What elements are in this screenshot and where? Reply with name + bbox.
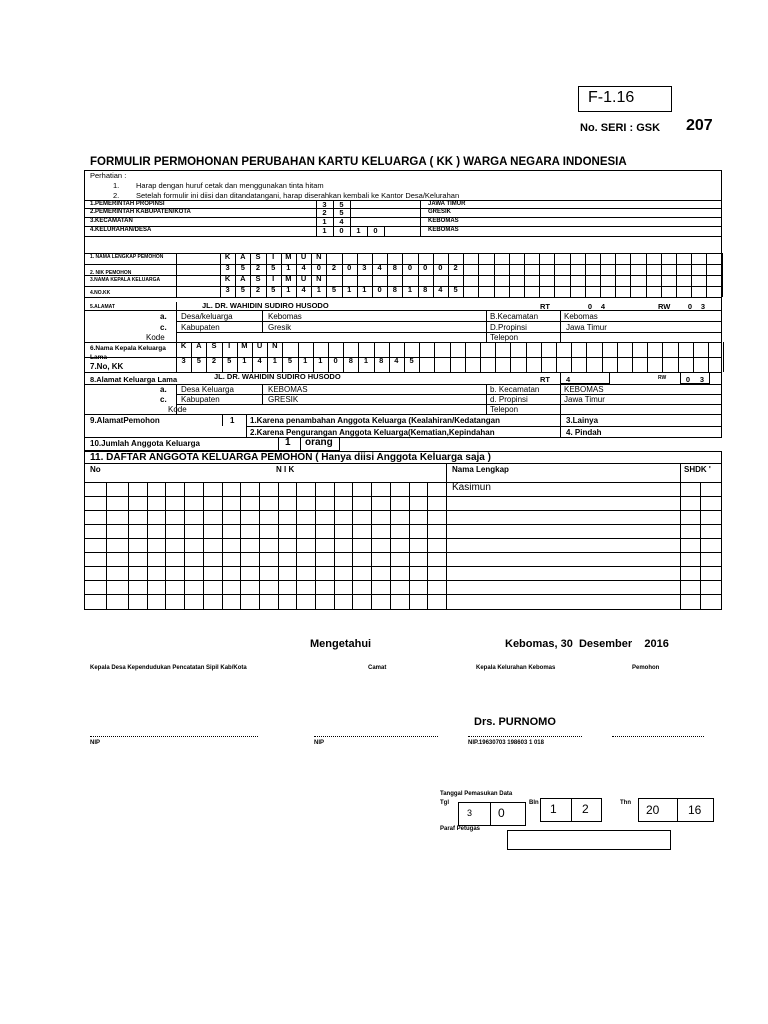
form-code: F-1.16 <box>588 89 635 106</box>
region-kabupaten-code-2: 5 <box>339 208 344 217</box>
divider <box>84 236 722 237</box>
divider <box>84 200 722 201</box>
old-kk-label: 7.No, KK <box>90 362 124 371</box>
old-rt-value: 4 <box>566 375 571 384</box>
old-head-r1-char: U <box>256 341 263 350</box>
old-addr-telp-label: Telepon <box>490 405 519 414</box>
members-table <box>84 451 722 610</box>
applicant-r4-char: 8 <box>423 285 428 294</box>
divider <box>420 200 421 236</box>
divider <box>176 302 177 310</box>
applicant-r2-char: 2 <box>453 263 458 272</box>
divider <box>509 253 510 297</box>
applicant-nik-label: 2. NIK PEMOHON <box>90 270 132 276</box>
applicant-r2-char: 0 <box>316 263 321 272</box>
applicant-r4-char: 1 <box>347 285 352 294</box>
reason-option-1[interactable]: 1.Karena penambahan Anggota Keluarga (Kealahiran/Kedatangan <box>250 416 500 425</box>
applicant-r4-char: 3 <box>225 285 230 294</box>
applicant-r2-char: 5 <box>240 263 245 272</box>
table-row <box>84 496 722 497</box>
address-value: JL. DR. WAHIDIN SUDIRO HUSODO <box>202 301 329 310</box>
region-kelurahan-code-2: 0 <box>339 226 344 235</box>
divider <box>84 414 722 415</box>
divider <box>419 342 420 372</box>
table-row <box>84 482 722 483</box>
member-name-1: Kasimun <box>452 482 491 493</box>
members-header-name: Nama Lengkap <box>452 465 509 474</box>
region-kelurahan-label: 4.KELURAHAN/DESA <box>90 227 152 233</box>
rw-label: RW <box>658 302 671 311</box>
old-addr-kode-label: Kode <box>168 405 187 414</box>
old-head-r2-char: 4 <box>257 356 262 365</box>
applicant-r2-char: 2 <box>331 263 337 272</box>
old-head-r2-char: 8 <box>348 356 353 365</box>
old-head-r2-char: 0 <box>333 356 338 365</box>
divider <box>615 253 616 297</box>
addr-kab-label: Kabupaten <box>181 323 220 332</box>
addr-kab-value: Gresik <box>268 323 292 332</box>
divider <box>700 482 701 610</box>
members-header-shdk: SHDK ' <box>684 465 711 474</box>
applicant-r3-char: I <box>272 274 275 283</box>
applicant-r1-char: U <box>300 252 307 261</box>
divider <box>371 482 372 610</box>
old-addr-kec-value: KEBOMAS <box>564 385 604 394</box>
divider <box>176 332 722 333</box>
divider <box>526 342 527 372</box>
old-head-r1-char: M <box>241 341 248 350</box>
old-head-r2-char: 4 <box>394 356 399 365</box>
old-head-r2-char: 1 <box>318 356 323 365</box>
region-kelurahan-code-1: 1 <box>322 226 327 235</box>
region-propinsi-code-1: 3 <box>322 200 327 209</box>
divider <box>176 404 722 405</box>
addr-kec-value: Kebomas <box>564 312 598 321</box>
applicant-r3-char: S <box>255 274 261 283</box>
applicant-r4-char: 1 <box>407 285 413 294</box>
applicant-r4-char: 5 <box>453 285 458 294</box>
divider <box>84 217 722 218</box>
divider <box>84 463 722 464</box>
kk-label: 4.NO.KK <box>90 290 111 296</box>
note-1-text: Harap dengan huruf cetak dan menggunakan tinta hitam <box>136 181 324 190</box>
divider <box>680 463 681 610</box>
applicant-r1-char: N <box>316 252 322 261</box>
divider <box>84 372 722 373</box>
divider <box>222 482 223 610</box>
old-head-r2-char: 3 <box>181 356 186 365</box>
applicant-r4-char: 0 <box>377 285 382 294</box>
divider <box>554 253 555 297</box>
applicant-r3-char: U <box>300 274 307 283</box>
old-head-r2-char: 5 <box>196 356 201 365</box>
applicant-r2-char: 3 <box>362 263 367 272</box>
role-kepala-desa: Kepala Desa Kependudukan Pencatatan Sipil Kab/Kota <box>90 665 247 671</box>
old-rt-box <box>560 372 610 384</box>
divider <box>510 342 511 372</box>
table-row <box>84 552 722 553</box>
role-kepala-kelurahan: Kepala Kelurahan Kebomas <box>476 665 556 671</box>
divider <box>647 342 648 372</box>
applicant-r1-char: S <box>255 252 261 261</box>
applicant-r4-char: 5 <box>271 285 276 294</box>
applicant-r2-char: 2 <box>255 263 261 272</box>
divider <box>600 253 601 297</box>
old-head-r2-char: 2 <box>211 356 217 365</box>
old-addr-prop-label: d. Propinsi <box>490 395 528 404</box>
old-addr-kab-label: Kabupaten <box>181 395 220 404</box>
old-addr-c-label: c. <box>160 395 167 404</box>
addr-a-label: a. <box>160 312 167 321</box>
divider <box>315 482 316 610</box>
reason-selected: 1 <box>230 416 235 425</box>
divider <box>693 342 694 372</box>
old-address-label: 8.Alamat Keluarga Lama <box>90 375 178 384</box>
divider <box>296 482 297 610</box>
divider <box>240 482 241 610</box>
old-head-r1-char: N <box>272 341 278 350</box>
divider <box>450 342 451 372</box>
divider <box>176 394 722 395</box>
entry-year-1: 20 <box>646 803 660 817</box>
entry-tgl-label: Tgl <box>440 800 449 806</box>
mengetahui: Mengetahui <box>310 638 372 650</box>
divider <box>128 482 129 610</box>
official-nip: NIP.19630703 198603 1 018 <box>468 740 544 746</box>
region-kelurahan-value: KEBOMAS <box>428 227 459 233</box>
divider <box>165 482 166 610</box>
region-kelurahan-code-3: 1 <box>356 226 361 235</box>
divider <box>586 342 587 372</box>
applicant-r2-char: 3 <box>225 263 230 272</box>
divider <box>585 253 586 297</box>
reason-option-2[interactable]: 2.Karena Pengurangan Anggota Keluarga(Kematian,Kepindahan <box>250 428 495 437</box>
divider <box>490 802 491 826</box>
members-header-nik: N I K <box>276 465 295 474</box>
region-kelurahan-code-4: 0 <box>373 226 378 235</box>
divider <box>617 342 618 372</box>
divider <box>300 437 301 451</box>
members-count-value: 1 <box>285 437 291 448</box>
applicant-r2-char: 1 <box>286 263 291 272</box>
divider <box>706 253 707 297</box>
old-rw-box <box>680 372 710 384</box>
old-addr-kec-label: b. Kecamatan <box>490 385 540 394</box>
entry-paraf-label: Paraf Petugas <box>440 826 481 832</box>
entry-heading: Tanggal Pemasukan Data <box>440 791 513 797</box>
entry-month-1: 1 <box>550 802 557 816</box>
old-addr-prop-value: Jawa Timur <box>564 395 605 404</box>
divider <box>560 384 561 414</box>
form-title: FORMULIR PERMOHONAN PERUBAHAN KARTU KELUARGA ( KK ) WARGA NEGARA INDONESIA <box>90 156 627 168</box>
old-head-r1-char: K <box>180 341 187 350</box>
divider <box>571 798 572 822</box>
divider <box>84 310 722 311</box>
region-kabupaten-value: GRESIK <box>428 209 452 215</box>
paraf-box[interactable] <box>507 830 671 850</box>
divider <box>246 426 722 427</box>
divider <box>465 342 466 372</box>
members-header-no: No <box>90 465 101 474</box>
members-title: 11. DAFTAR ANGGOTA KELUARGA PEMOHON ( Hanya diisi Anggota Keluarga saja ) <box>90 452 491 463</box>
place-date: Kebomas, 30 Desember 2016 <box>505 638 669 650</box>
divider <box>560 414 561 438</box>
divider <box>571 342 572 372</box>
divider <box>722 253 723 297</box>
divider <box>691 253 692 297</box>
notes-heading: Perhatian : <box>90 171 127 180</box>
rw-digit-1: 0 <box>687 302 693 311</box>
divider <box>541 342 542 372</box>
applicant-r4-char: 1 <box>316 285 321 294</box>
region-propinsi-value: JAWA TIMUR <box>428 201 466 207</box>
divider <box>106 482 107 610</box>
applicant-r4-char: 4 <box>438 285 443 294</box>
old-addr-kab-value: GRESIK <box>268 395 299 404</box>
rw-digit-2: 3 <box>700 302 706 311</box>
reason-option-3[interactable]: 3.Lainya <box>566 416 599 425</box>
divider <box>677 798 678 822</box>
reason-option-4[interactable]: 4. Pindah <box>566 428 602 437</box>
divider <box>176 321 722 322</box>
divider <box>222 414 223 426</box>
divider <box>334 482 335 610</box>
divider <box>646 253 647 297</box>
applicant-r4-char: 2 <box>255 285 261 294</box>
divider <box>539 253 540 297</box>
divider <box>676 253 677 297</box>
divider <box>463 253 464 297</box>
entry-bln-label: Bln <box>529 800 539 806</box>
head-name-label: 3.NAMA KEPALA KELUARGA <box>90 277 161 283</box>
members-count-unit: orang <box>305 437 333 448</box>
old-head-r2-char: 1 <box>363 356 369 365</box>
applicant-r1-char: K <box>224 252 231 261</box>
divider <box>278 482 279 610</box>
serial-number: 207 <box>686 117 713 134</box>
old-head-r1-char: A <box>196 341 202 350</box>
region-kecamatan-code-1: 1 <box>322 217 327 226</box>
addr-c-label: c. <box>160 323 167 332</box>
applicant-r3-char: N <box>316 274 322 283</box>
addr-desa-label: Desa/keluarga <box>181 312 233 321</box>
divider <box>486 384 487 414</box>
divider <box>708 342 709 372</box>
region-kecamatan-label: 3.KECAMATAN <box>90 218 133 224</box>
rt-digit-2: 4 <box>600 302 606 311</box>
applicant-r4-char: 8 <box>392 285 397 294</box>
region-kabupaten-label: 2.PEMERINTAH KABUPATEN/KOTA <box>90 209 191 215</box>
divider <box>630 253 631 297</box>
entry-year-2: 16 <box>688 803 702 817</box>
region-propinsi-label: 1.PEMERINTAH PROPINSI <box>90 201 165 207</box>
applicant-r2-char: 5 <box>271 263 276 272</box>
applicant-r4-char: 1 <box>362 285 367 294</box>
table-row <box>84 580 722 581</box>
divider <box>352 482 353 610</box>
divider <box>84 226 722 227</box>
divider <box>84 384 722 385</box>
divider <box>427 482 428 610</box>
addr-kode-label: Kode <box>146 333 165 342</box>
divider <box>662 342 663 372</box>
old-rw-label: RW <box>658 375 667 381</box>
divider <box>480 342 481 372</box>
applicant-r1-char: I <box>272 252 275 261</box>
addr-kec-label: B.Kecamatan <box>490 312 539 321</box>
divider <box>602 342 603 372</box>
applicant-r2-char: 0 <box>407 263 413 272</box>
nip-label-2: NIP <box>314 740 325 746</box>
old-address-value: JL. DR. WAHIDIN SUDIRO HUSODO <box>214 372 341 381</box>
applicant-r3-char: M <box>285 274 292 283</box>
divider <box>278 437 279 451</box>
sign-line-4 <box>612 736 704 737</box>
applicant-r1-char: A <box>240 252 246 261</box>
addr-prop-value: Jawa Timur <box>566 323 607 332</box>
applicant-r2-char: 4 <box>301 263 306 272</box>
rt-digit-1: 0 <box>587 302 593 311</box>
serial-label: No. SERI : GSK <box>580 122 661 134</box>
divider <box>632 342 633 372</box>
applicant-r4-char: 5 <box>331 285 337 294</box>
entry-month-2: 2 <box>582 802 589 816</box>
note-1-num: 1. <box>113 181 120 190</box>
old-head-r2-char: 5 <box>287 356 293 365</box>
old-head-r2-char: 5 <box>227 356 232 365</box>
table-row <box>84 566 722 567</box>
divider <box>409 482 410 610</box>
divider <box>661 253 662 297</box>
region-propinsi-code-2: 5 <box>339 200 344 209</box>
reason-label: 9.AlamatPemohon <box>90 416 160 425</box>
applicant-r2-char: 4 <box>377 263 382 272</box>
official-name: Drs. PURNOMO <box>474 716 556 728</box>
divider <box>524 253 525 297</box>
divider <box>176 310 177 342</box>
sign-line-3 <box>468 736 582 737</box>
divider <box>259 482 260 610</box>
address-label: 5.ALAMAT <box>90 304 115 310</box>
divider <box>246 414 247 438</box>
addr-desa-value: Kebomas <box>268 312 302 321</box>
divider <box>84 297 722 298</box>
divider <box>176 253 177 297</box>
applicant-r4-char: 4 <box>301 285 306 294</box>
addr-telp-label: Telepon <box>490 333 519 342</box>
divider <box>560 310 561 342</box>
applicant-r2-char: 8 <box>392 263 397 272</box>
old-head-r2-char: 1 <box>242 356 247 365</box>
divider <box>570 253 571 297</box>
applicant-r1-char: M <box>285 252 292 261</box>
old-head-r1-char: I <box>228 341 231 350</box>
divider <box>678 342 679 372</box>
divider <box>262 384 263 404</box>
applicant-r3-char: K <box>224 274 231 283</box>
table-row <box>84 510 722 511</box>
table-row <box>84 538 722 539</box>
applicant-r2-char: 0 <box>438 263 443 272</box>
old-rw-digit-2: 3 <box>699 375 705 384</box>
divider <box>486 310 487 342</box>
old-rw-digit-1: 0 <box>685 375 691 384</box>
sign-line-2 <box>314 736 438 737</box>
old-addr-desa-value: KEBOMAS <box>268 385 308 394</box>
table-row <box>84 594 722 595</box>
region-kabupaten-code-1: 2 <box>322 208 327 217</box>
entry-day-2: 0 <box>498 806 505 820</box>
applicant-r4-char: 5 <box>240 285 245 294</box>
old-head-r2-char: 8 <box>379 356 384 365</box>
applicant-r4-char: 1 <box>286 285 291 294</box>
old-head-r2-char: 1 <box>272 356 277 365</box>
divider <box>723 342 724 372</box>
divider <box>384 226 385 236</box>
entry-thn-label: Thn <box>620 800 631 806</box>
divider <box>446 463 447 610</box>
note-2-text: Setelah formulir ini diisi dan ditandatangani, harap diserahkan kembali ke Kantor Desa/Kelurahan <box>136 191 460 200</box>
divider <box>494 253 495 297</box>
rt-label: RT <box>540 302 550 311</box>
divider <box>434 342 435 372</box>
nip-label-1: NIP <box>90 740 101 746</box>
applicant-r2-char: 0 <box>423 263 428 272</box>
applicant-name-label: 1. NAMA LENGKAP PEMOHON <box>90 254 164 260</box>
divider <box>147 482 148 610</box>
role-camat: Camat <box>368 665 387 671</box>
divider <box>184 482 185 610</box>
old-rt-label: RT <box>540 375 550 384</box>
sign-line-1 <box>90 736 258 737</box>
region-kecamatan-value: KEBOMAS <box>428 218 459 224</box>
entry-day-1: 3 <box>467 808 473 818</box>
divider <box>556 342 557 372</box>
old-head-r2-char: 5 <box>409 356 414 365</box>
divider <box>262 310 263 332</box>
note-2-num: 2. <box>113 191 120 200</box>
old-head-r2-char: 1 <box>303 356 308 365</box>
members-count-label: 10.Jumlah Anggota Keluarga <box>90 439 200 448</box>
divider <box>203 482 204 610</box>
applicant-r3-char: A <box>240 274 246 283</box>
divider <box>478 253 479 297</box>
divider <box>390 482 391 610</box>
table-row <box>84 524 722 525</box>
addr-prop-label: D.Propinsi <box>490 323 527 332</box>
old-addr-desa-label: Desa Keluarga <box>181 385 234 394</box>
applicant-r2-char: 0 <box>347 263 352 272</box>
old-head-r1-char: S <box>211 341 217 350</box>
role-pemohon: Pemohon <box>632 665 660 671</box>
old-addr-a-label: a. <box>160 385 167 394</box>
divider <box>495 342 496 372</box>
old-name-label: 6.Nama Kepala Keluarga Lama <box>90 345 166 361</box>
region-kecamatan-code-2: 4 <box>339 217 344 226</box>
